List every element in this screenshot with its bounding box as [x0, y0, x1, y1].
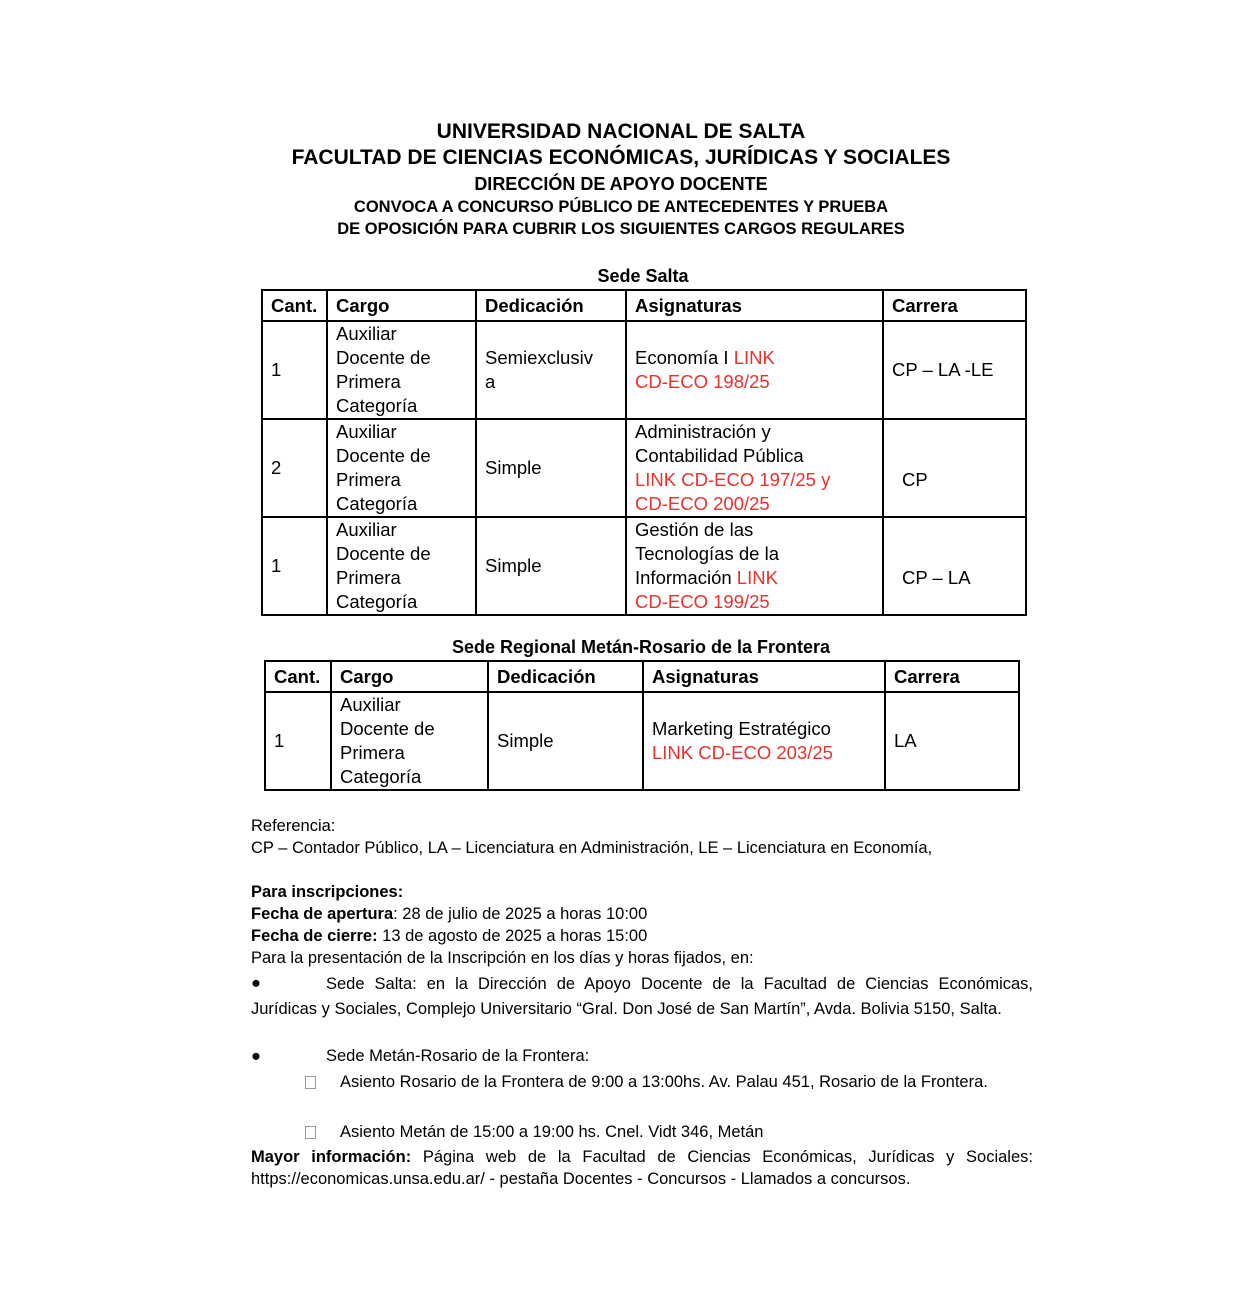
- header-carrera: Carrera: [885, 661, 1019, 692]
- cell-carrera: CP – LA: [883, 517, 1026, 615]
- sub-item-metan: Asiento Metán de 15:00 a 19:00 hs. Cnel. Vidt 346, Metán: [340, 1123, 764, 1141]
- closing-date: Fecha de cierre: 13 de agosto de 2025 a horas 15:00: [251, 927, 648, 945]
- table-row: [262, 419, 1026, 517]
- cell-asignatura: Gestión de las Tecnologías de la Información LINK CD-ECO 199/25: [626, 517, 883, 615]
- bullet-icon: ●: [251, 974, 261, 992]
- cell-cant: 1: [262, 321, 327, 419]
- table-salta: [261, 289, 1027, 616]
- presentation-text: Para la presentación de la Inscripción en los días y horas fijados, en:: [251, 949, 754, 967]
- table-header-row: [265, 661, 1019, 692]
- checkbox-icon: [305, 1126, 316, 1139]
- resolution-link[interactable]: CD-ECO 200/25: [635, 493, 770, 514]
- resolution-link[interactable]: LINK CD-ECO 197/25 y: [635, 469, 831, 490]
- cell-dedicacion: Simple: [476, 517, 626, 615]
- cell-cant: 2: [262, 419, 327, 517]
- cell-carrera: CP: [883, 419, 1026, 517]
- university-title: UNIVERSIDAD NACIONAL DE SALTA: [436, 120, 806, 143]
- cell-cant: 1: [265, 692, 331, 790]
- bullet-sede-metan: Sede Metán-Rosario de la Frontera:: [326, 1047, 590, 1065]
- header-cant: Cant.: [265, 661, 331, 692]
- header-asignaturas: Asignaturas: [643, 661, 885, 692]
- call-title-line1: CONVOCA A CONCURSO PÚBLICO DE ANTECEDENTES Y PRUEBA: [353, 198, 889, 216]
- call-title-line2: DE OPOSICIÓN PARA CUBRIR LOS SIGUIENTES CARGOS REGULARES: [337, 220, 905, 238]
- resolution-link[interactable]: LINK: [736, 567, 778, 588]
- cell-carrera: LA: [885, 692, 1019, 790]
- resolution-link[interactable]: LINK CD-ECO 203/25: [652, 742, 833, 763]
- header-carrera: Carrera: [883, 290, 1026, 321]
- table-metan: [264, 660, 1020, 791]
- bullet-sede-salta: Sede Salta: en la Dirección de Apoyo Docente de la Facultad de Ciencias Económicas, Jurídicas y Sociales, Complejo Universitario “Gral. Don José de San Martín”, Avda. Bolivia 5150, Salta.: [251, 975, 1033, 1018]
- cell-dedicacion: Simple: [488, 692, 643, 790]
- resolution-link[interactable]: CD-ECO 199/25: [635, 591, 770, 612]
- more-info: Mayor información: Página web de la Facultad de Ciencias Económicas, Jurídicas y Sociales: https://economicas.unsa.edu.ar/ - pestaña Docentes - Concursos - Llamados a concursos.: [251, 1148, 1033, 1188]
- resolution-link[interactable]: LINK: [733, 347, 775, 368]
- sub-item-rosario: Asiento Rosario de la Frontera de 9:00 a 13:00hs. Av. Palau 451, Rosario de la Frontera.: [340, 1073, 988, 1091]
- header-asignaturas: Asignaturas: [626, 290, 883, 321]
- reference-title: Referencia:: [251, 817, 336, 835]
- cell-dedicacion: Simple: [476, 419, 626, 517]
- inscriptions-title: Para inscripciones:: [251, 883, 404, 901]
- cell-asignatura: Marketing Estratégico LINK CD-ECO 203/25: [643, 692, 885, 790]
- cell-cargo: Auxiliar Docente de Primera Categoría: [327, 517, 476, 615]
- table-metan-caption: Sede Regional Metán-Rosario de la Frontera: [451, 637, 831, 657]
- table-salta-caption: Sede Salta: [597, 266, 689, 286]
- resolution-link[interactable]: CD-ECO 198/25: [635, 371, 770, 392]
- bullet-icon: ●: [251, 1047, 261, 1065]
- header-cargo: Cargo: [331, 661, 488, 692]
- cell-asignatura: Economía I LINK CD-ECO 198/25: [626, 321, 883, 419]
- cell-cargo: Auxiliar Docente de Primera Categoría: [331, 692, 488, 790]
- cell-cargo: Auxiliar Docente de Primera Categoría: [327, 419, 476, 517]
- table-row: [262, 517, 1026, 615]
- cell-carrera: CP – LA -LE: [883, 321, 1026, 419]
- table-row: [265, 692, 1019, 790]
- opening-date: Fecha de apertura: 28 de julio de 2025 a horas 10:00: [251, 905, 648, 923]
- faculty-title: FACULTAD DE CIENCIAS ECONÓMICAS, JURÍDICAS Y SOCIALES: [291, 146, 951, 169]
- header-dedicacion: Dedicación: [488, 661, 643, 692]
- cell-asignatura: Administración y Contabilidad Pública LINK CD-ECO 197/25 y CD-ECO 200/25: [626, 419, 883, 517]
- header-dedicacion: Dedicación: [476, 290, 626, 321]
- cell-cargo: Auxiliar Docente de Primera Categoría: [327, 321, 476, 419]
- reference-text: CP – Contador Público, LA – Licenciatura en Administración, LE – Licenciatura en Economía,: [251, 839, 933, 857]
- cell-dedicacion: Semiexclusiv a: [476, 321, 626, 419]
- table-header-row: [262, 290, 1026, 321]
- cell-cant: 1: [262, 517, 327, 615]
- header-cant: Cant.: [262, 290, 327, 321]
- header-cargo: Cargo: [327, 290, 476, 321]
- checkbox-icon: [305, 1076, 316, 1089]
- table-row: [262, 321, 1026, 419]
- direction-title: DIRECCIÓN DE APOYO DOCENTE: [474, 174, 768, 194]
